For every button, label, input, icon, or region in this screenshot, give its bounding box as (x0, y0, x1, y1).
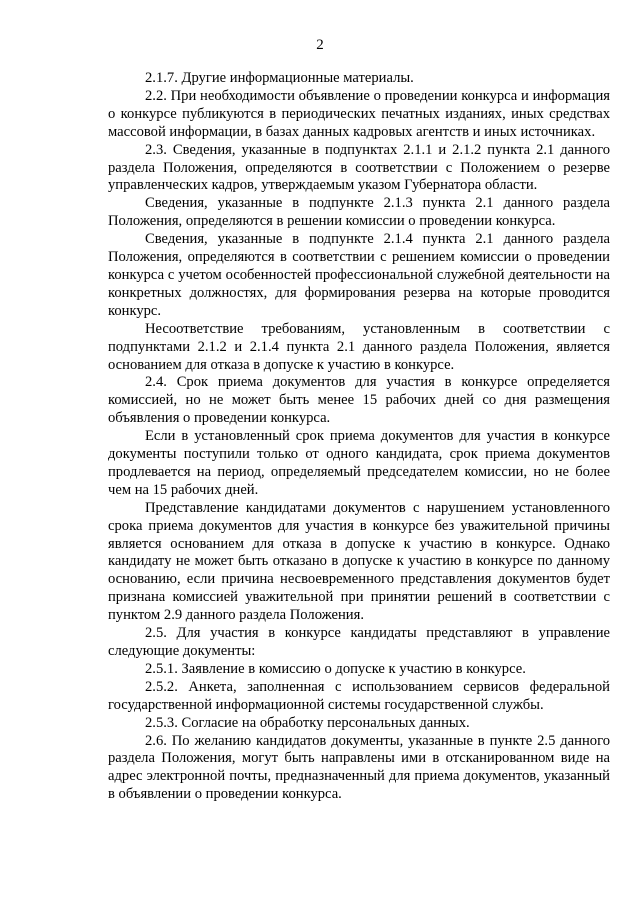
paragraph-2-5-3: 2.5.3. Согласие на обработку персональных данных. (145, 714, 470, 731)
paragraph-2-3-nonconformity: Несоответствие требованиям, установленным в соответствии с подпунктами 2.1.2 и 2.1.4 пункта 2.1 данного раздела Положения, является основанием для отказа в допуске к участию в конкурсе. (108, 320, 610, 373)
paragraph-2-3-subitem-2-1-3: Сведения, указанные в подпункте 2.1.3 пункта 2.1 данного раздела Положения, определяются в решении комиссии о проведении конкурса. (108, 195, 610, 230)
paragraph-2-4: 2.4. Срок приема документов для участия в конкурсе определяется комиссией, но не может быть менее 15 рабочих дней со дня размещения объявления о проведении конкурса. (108, 374, 610, 427)
paragraph-2-6: 2.6. По желанию кандидатов документы, указанные в пункте 2.5 данного раздела Положения, могут быть направлены ими в отсканированном виде на адрес электронной почты, предназначенный для приема документов, указанный в объявлении о проведении конкурса. (108, 732, 610, 803)
paragraph-2-4-single-candidate: Если в установленный срок приема документов для участия в конкурсе документы поступили только от одного кандидата, срок приема документов продлевается на период, определяемый председателем комиссии, но не более чем на 15 рабочих дней. (108, 428, 610, 498)
document-body (108, 70, 610, 804)
paragraph-2-3-subitem-2-1-4: Сведения, указанные в подпункте 2.1.4 пункта 2.1 данного раздела Положения, определяются в соответствии с решением комиссии о проведении конкурса с учетом особенностей профессиональной служебной деятельности на конкретных должностях, для формирования резерва на которые проводится конкурс. (108, 231, 610, 319)
paragraph-2-3: 2.3. Сведения, указанные в подпунктах 2.1.1 и 2.1.2 пункта 2.1 данного раздела Положения, определяются в соответствии с Положением о резерве управленческих кадров, утверждаемым указом Губернатора области. (108, 141, 610, 194)
page-number: 2 (316, 37, 324, 53)
paragraph-2-5: 2.5. Для участия в конкурсе кандидаты представляют в управление следующие документы: (108, 625, 610, 659)
paragraph-2-5-1: 2.5.1. Заявление в комиссию о допуске к участию в конкурсе. (145, 660, 526, 677)
paragraph-2-2: 2.2. При необходимости объявление о проведении конкурса и информация о конкурсе публикуются в периодических печатных изданиях, иных средствах массовой информации, в базах данных кадровых агентств и иных источниках. (108, 87, 610, 140)
paragraph-2-1-7: 2.1.7. Другие информационные материалы. (145, 70, 414, 86)
paragraph-2-5-2: 2.5.2. Анкета, заполненная с использованием сервисов федеральной государственной информационной системы государственной службы. (108, 678, 610, 713)
paragraph-2-4-late-submission: Представление кандидатами документов с нарушением установленного срока приема документов для участия в конкурсе без уважительной причины является основанием для отказа в допуске к участию в конкурсе. Однако кандидату не может быть отказано в допуске к участию в конкурсе по данному основанию, если причина несвоевременного представления документов будет признана комиссией уважительной при принятии решений в соответствии с пунктом 2.9 данного раздела Положения. (108, 499, 610, 624)
